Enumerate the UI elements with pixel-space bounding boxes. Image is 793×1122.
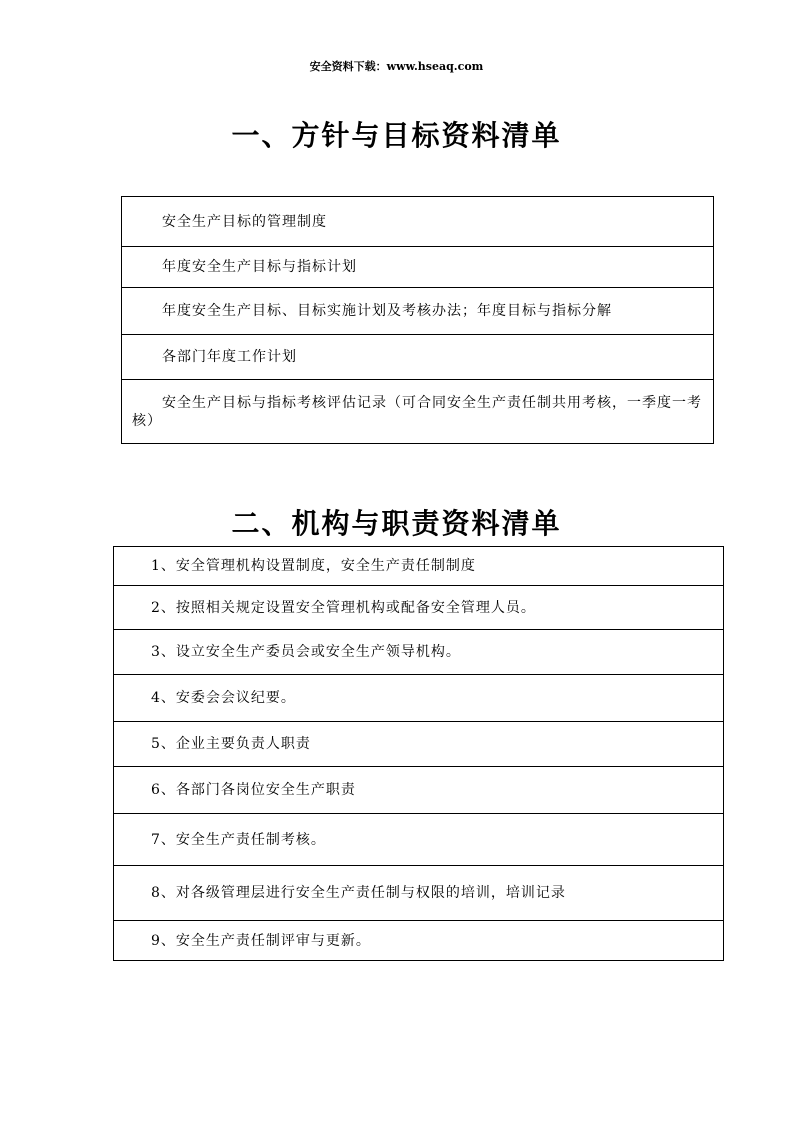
table-row: 5、企业主要负责人职责 xyxy=(114,722,724,767)
page-header: 安全资料下载：www.hseaq.com xyxy=(309,60,484,73)
table-row: 3、设立安全生产委员会或安全生产领导机构。 xyxy=(114,630,724,675)
section2-table xyxy=(113,546,724,961)
table-row: 6、各部门各岗位安全生产职责 xyxy=(114,767,724,814)
table-row: 1、安全管理机构设置制度，安全生产责任制制度 xyxy=(114,547,724,586)
table-row: 安全生产目标的管理制度 xyxy=(122,197,714,247)
table-row: 年度安全生产目标与指标计划 xyxy=(122,247,714,288)
table-row: 8、对各级管理层进行安全生产责任制与权限的培训，培训记录 xyxy=(114,866,724,921)
table-row: 年度安全生产目标、目标实施计划及考核办法；年度目标与指标分解 xyxy=(122,288,714,335)
table-row: 7、安全生产责任制考核。 xyxy=(114,814,724,866)
table-row: 安全生产目标与指标考核评估记录（可合同安全生产责任制共用考核，一季度一考核） xyxy=(122,380,714,444)
section1-table xyxy=(121,196,714,444)
table-row: 9、安全生产责任制评审与更新。 xyxy=(114,921,724,961)
table-row: 2、按照相关规定设置安全管理机构或配备安全管理人员。 xyxy=(114,586,724,630)
section1-title: 一、方针与目标资料清单 xyxy=(231,119,562,152)
section2-title: 二、机构与职责资料清单 xyxy=(231,507,562,540)
table-row: 4、安委会会议纪要。 xyxy=(114,675,724,722)
table-row: 各部门年度工作计划 xyxy=(122,335,714,380)
